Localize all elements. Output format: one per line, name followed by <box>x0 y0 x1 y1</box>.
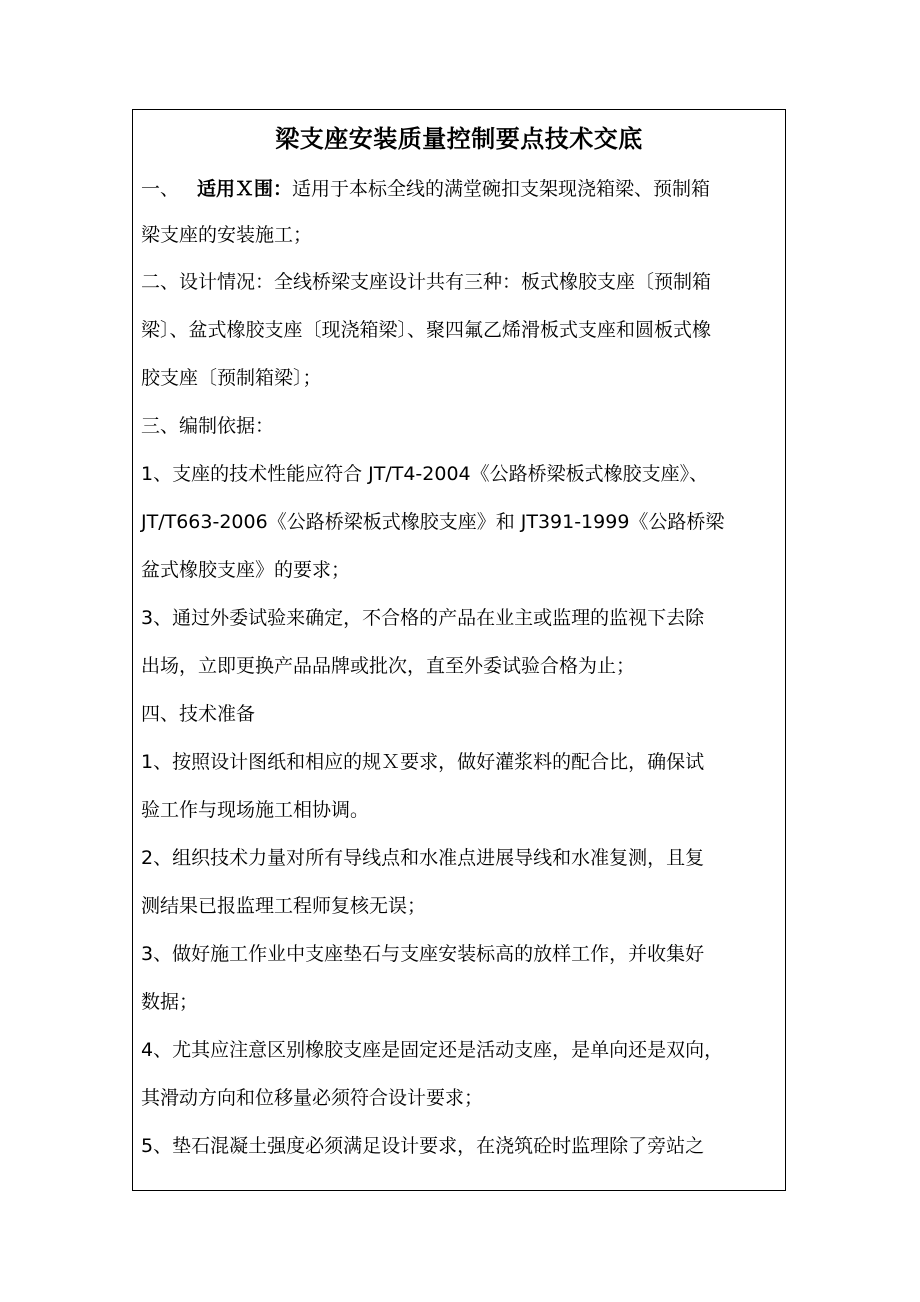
section-number: 一、 <box>141 178 180 200</box>
text-line: 其滑动方向和位移量必须符合设计要求； <box>141 1087 484 1109</box>
section-text: 适用于本标全线的满堂碗扣支架现浇箱梁、预制箱 <box>292 178 711 200</box>
text-line: 验工作与现场施工相协调。 <box>141 799 370 821</box>
section-heading: 适用Ｘ围： <box>197 178 293 200</box>
text-line: 3、通过外委试验来确定，不合格的产品在业主或监理的监视下去除 <box>141 607 705 629</box>
text-line: 1、支座的技术性能应符合 JT/T4-2004《公路桥梁板式橡胶支座》、 <box>141 463 709 485</box>
text-line: 测结果已报监理工程师复核无误； <box>141 895 427 917</box>
text-line: 胶支座〔预制箱梁〕； <box>141 367 322 389</box>
text-line: 2、组织技术力量对所有导线点和水准点进展导线和水准复测，且复 <box>141 847 705 869</box>
text-line: 出场，立即更换产品品牌或批次，直至外委试验合格为止； <box>141 655 636 677</box>
text-line: 盆式橡胶支座》的要求； <box>141 559 351 581</box>
text-line: 1、按照设计图纸和相应的规Ｘ要求，做好灌浆料的配合比，确保试 <box>141 751 705 773</box>
text-line: JT/T663-2006《公路桥梁板式橡胶支座》和 JT391-1999《公路桥梁 <box>141 511 725 533</box>
text-line: 二、设计情况：全线桥梁支座设计共有三种：板式橡胶支座〔预制箱 <box>141 271 712 293</box>
text-line: 四、技术准备 <box>141 703 256 725</box>
section-1-line <box>141 177 710 201</box>
text-line: 5、垫石混凝土强度必须满足设计要求，在浇筑砼时监理除了旁站之 <box>141 1135 705 1157</box>
text-line: 4、尤其应注意区别橡胶支座是固定还是活动支座，是单向还是双向， <box>141 1039 724 1061</box>
text-line: 三、编制依据： <box>141 415 275 437</box>
text-line: 数据； <box>141 991 199 1013</box>
document-frame <box>132 109 786 1191</box>
text-line: 3、做好施工作业中支座垫石与支座安装标高的放样工作，并收集好 <box>141 943 705 965</box>
document-title: 梁支座安装质量控制要点技术交底 <box>275 125 643 153</box>
text-line: 梁〕、盆式橡胶支座〔现浇箱梁〕、聚四氟乙烯滑板式支座和圆板式橡 <box>141 319 712 341</box>
text-line: 梁支座的安装施工； <box>141 224 313 246</box>
